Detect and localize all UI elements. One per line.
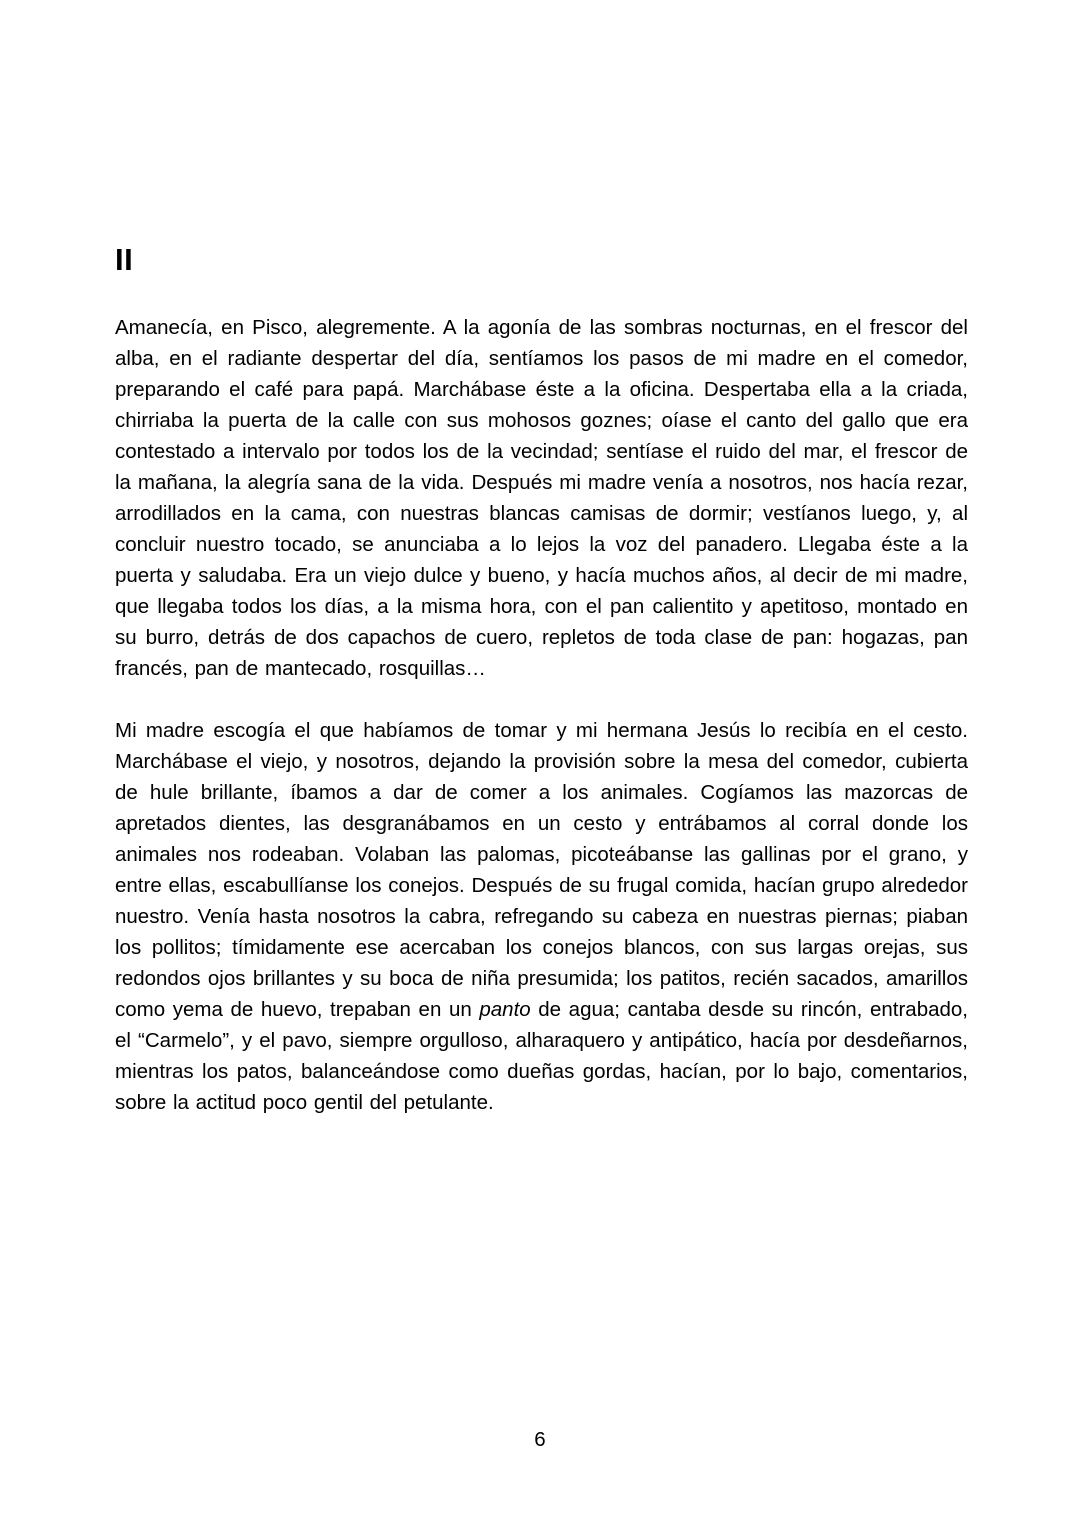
paragraph-1 xyxy=(115,312,968,684)
text-run: de agua; cantaba desde su rincón, entrabado, el “Carmelo”, y el pavo, siempre orgulloso, alharaquero y antipático, hacía por desdeñarnos, mientras los patos, balanceándose como dueñas gordas, hacían, por lo bajo, comentarios, sobre la actitud poco gentil del petulante. xyxy=(115,998,968,1114)
chapter-heading: II xyxy=(115,242,134,277)
page-content xyxy=(115,242,968,1118)
body-text xyxy=(115,312,968,1118)
page-number: 6 xyxy=(534,1428,546,1451)
text-run: Mi madre escogía el que habíamos de tomar y mi hermana Jesús lo recibía en el cesto. Marchábase el viejo, y nosotros, dejando la provisión sobre la mesa del comedor, cubierta de hule brillante, íbamos a dar de comer a los animales. Cogíamos las mazorcas de apretados dientes, las desgranábamos en un cesto y entrábamos al corral donde los animales nos rodeaban. Volaban las palomas, picoteábanse las gallinas por el grano, y entre ellas, escabullíanse los conejos. Después de su frugal comida, hacían grupo alrededor nuestro. Venía hasta nosotros la cabra, refregando su cabeza en nuestras piernas; piaban los pollitos; tímidamente ese acercaban los conejos blancos, con sus largas orejas, sus redondos ojos brillantes y su boca de niña presumida; los patitos, recién sacados, amarillos como yema de huevo, trepaban en un xyxy=(115,719,968,1021)
paragraph-2 xyxy=(115,715,968,1118)
italic-text-run: panto xyxy=(479,998,531,1021)
text-run: Amanecía, en Pisco, alegremente. A la agonía de las sombras nocturnas, en el frescor del alba, en el radiante despertar del día, sentíamos los pasos de mi madre en el comedor, preparando el café para papá. Marchábase éste a la oficina. Despertaba ella a la criada, chirriaba la puerta de la calle con sus mohosos goznes; oíase el canto del gallo que era contestado a intervalo por todos los de la vecindad; sentíase el ruido del mar, el frescor de la mañana, la alegría sana de la vida. Después mi madre venía a nosotros, nos hacía rezar, arrodillados en la cama, con nuestras blancas camisas de dormir; vestíanos luego, y, al concluir nuestro tocado, se anunciaba a lo lejos la voz del panadero. Llegaba éste a la puerta y saludaba. Era un viejo dulce y bueno, y hacía muchos años, al decir de mi madre, que llegaba todos los días, a la misma hora, con el pan calientito y apetitoso, montado en su burro, detrás de dos capachos de cuero, repletos de toda clase de pan: hogazas, pan francés, pan de mantecado, rosquillas… xyxy=(115,316,968,680)
